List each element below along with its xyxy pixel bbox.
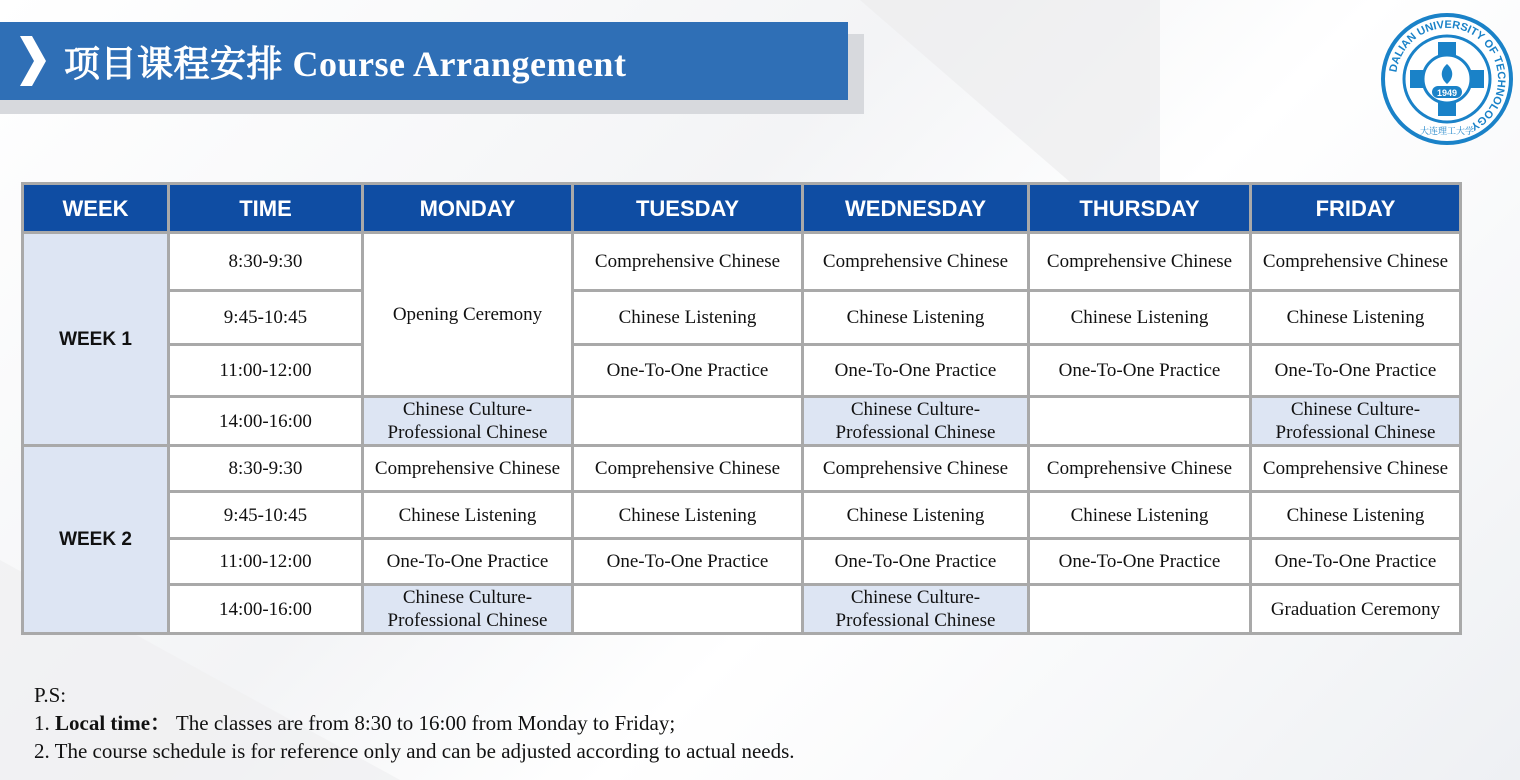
course-cell: One-To-One Practice	[573, 539, 803, 585]
course-cell: Chinese Culture-Professional Chinese	[803, 585, 1029, 634]
course-cell: One-To-One Practice	[1251, 345, 1461, 397]
course-schedule-table	[21, 182, 1462, 635]
course-cell: Chinese Listening	[573, 291, 803, 345]
course-cell: One-To-One Practice	[1251, 539, 1461, 585]
column-header-time: TIME	[169, 184, 363, 233]
time-cell: 9:45-10:45	[169, 492, 363, 539]
table-row	[23, 585, 1461, 634]
course-cell: Chinese Listening	[1251, 291, 1461, 345]
graduation-ceremony-cell: Graduation Ceremony	[1251, 585, 1461, 634]
title-bar	[0, 22, 848, 100]
opening-ceremony-cell: Opening Ceremony	[363, 233, 573, 397]
course-cell: One-To-One Practice	[363, 539, 573, 585]
page-title: 项目课程安排 Course Arrangement	[64, 43, 627, 84]
time-cell: 8:30-9:30	[169, 446, 363, 492]
course-cell: Chinese Listening	[1029, 492, 1251, 539]
course-cell: Comprehensive Chinese	[803, 233, 1029, 291]
table-row	[23, 345, 1461, 397]
logo-ring-text: DALIAN UNIVERSITY OF TECHNOLOGY	[1387, 18, 1508, 133]
table-row	[23, 539, 1461, 585]
table-row	[23, 492, 1461, 539]
course-cell	[573, 585, 803, 634]
course-cell: One-To-One Practice	[803, 345, 1029, 397]
course-cell: Chinese Listening	[1251, 492, 1461, 539]
course-cell: Chinese Listening	[803, 492, 1029, 539]
notes-line-1-bold: Local time：	[55, 711, 172, 735]
column-header-week: WEEK	[23, 184, 169, 233]
course-cell: One-To-One Practice	[803, 539, 1029, 585]
column-header-monday: MONDAY	[363, 184, 573, 233]
chevron-right-icon	[10, 22, 54, 100]
course-cell: Chinese Culture-Professional Chinese	[363, 585, 573, 634]
course-cell: Comprehensive Chinese	[363, 446, 573, 492]
course-cell: Comprehensive Chinese	[573, 233, 803, 291]
course-cell: Chinese Listening	[573, 492, 803, 539]
time-cell: 11:00-12:00	[169, 345, 363, 397]
course-cell: One-To-One Practice	[1029, 345, 1251, 397]
logo-cn-text: 大连理工大学	[1419, 127, 1475, 137]
course-cell: Chinese Culture-Professional Chinese	[363, 397, 573, 446]
column-header-wednesday: WEDNESDAY	[803, 184, 1029, 233]
time-cell: 14:00-16:00	[169, 585, 363, 634]
column-header-thursday: THURSDAY	[1029, 184, 1251, 233]
notes-line-2: 2. The course schedule is for reference only and can be adjusted according to actual needs.	[34, 739, 795, 763]
column-header-friday: FRIDAY	[1251, 184, 1461, 233]
table-header-row	[23, 184, 1461, 233]
course-cell: Chinese Listening	[363, 492, 573, 539]
notes-ps-label: P.S:	[34, 683, 67, 707]
course-cell: Chinese Listening	[1029, 291, 1251, 345]
course-cell: One-To-One Practice	[573, 345, 803, 397]
week-2-label: WEEK 2	[23, 446, 169, 634]
course-cell: Chinese Culture-Professional Chinese	[803, 397, 1029, 446]
course-cell: Comprehensive Chinese	[1251, 446, 1461, 492]
notes-line-1	[34, 709, 795, 737]
course-cell: Chinese Listening	[803, 291, 1029, 345]
time-cell: 8:30-9:30	[169, 233, 363, 291]
time-cell: 14:00-16:00	[169, 397, 363, 446]
logo-year: 1949	[1436, 88, 1458, 98]
course-cell	[573, 397, 803, 446]
table-row	[23, 397, 1461, 446]
table-row	[23, 291, 1461, 345]
university-logo	[1380, 12, 1514, 146]
course-cell: Comprehensive Chinese	[573, 446, 803, 492]
course-cell: Comprehensive Chinese	[803, 446, 1029, 492]
notes-line-1-text: The classes are from 8:30 to 16:00 from Monday to Friday;	[171, 711, 676, 735]
course-cell	[1029, 585, 1251, 634]
course-cell: Comprehensive Chinese	[1029, 446, 1251, 492]
course-cell: One-To-One Practice	[1029, 539, 1251, 585]
course-cell	[1029, 397, 1251, 446]
table-row	[23, 233, 1461, 291]
course-cell: Comprehensive Chinese	[1251, 233, 1461, 291]
time-cell: 11:00-12:00	[169, 539, 363, 585]
course-cell: Chinese Culture-Professional Chinese	[1251, 397, 1461, 446]
table-row	[23, 446, 1461, 492]
notes-line-1-prefix: 1.	[34, 711, 55, 735]
course-cell: Comprehensive Chinese	[1029, 233, 1251, 291]
notes-section	[34, 681, 795, 765]
week-1-label: WEEK 1	[23, 233, 169, 446]
time-cell: 9:45-10:45	[169, 291, 363, 345]
column-header-tuesday: TUESDAY	[573, 184, 803, 233]
